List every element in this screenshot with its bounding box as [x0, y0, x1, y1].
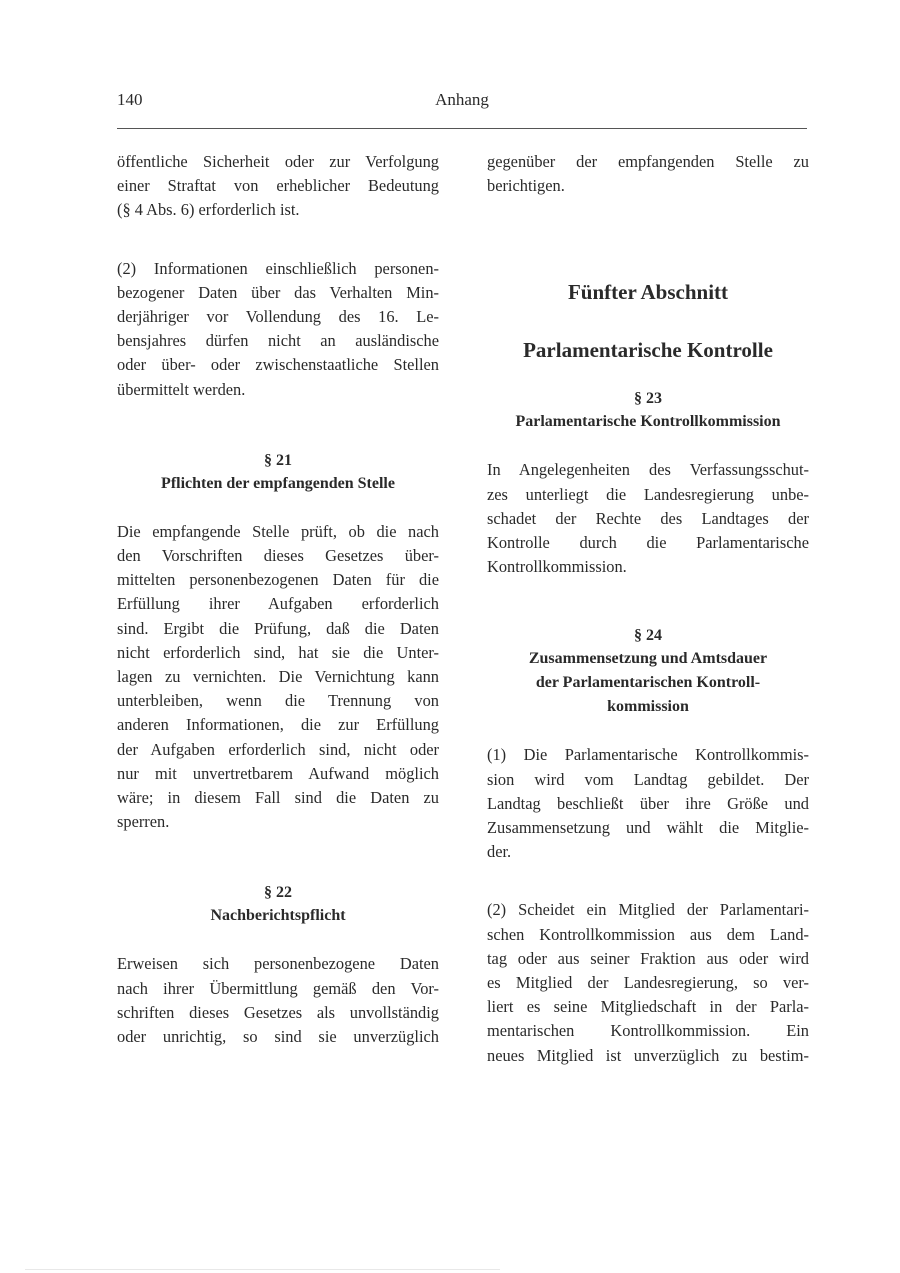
scan-edge-line [25, 1269, 500, 1270]
part-subheading: Parlamentarische Kontrolle [523, 338, 773, 363]
section-number: § 24 [634, 627, 662, 645]
section-title: Parlamentarische Kontrollkommission [515, 413, 781, 431]
section-title: Pflichten der empfangenden Stelle [161, 474, 395, 492]
section-body: In Angelegenheiten des Verfassungsschut- zes unterliegt die Landesregierung unbe- schadet der Rechte des Landtages der Kontrolle durch die Parlamentarische Kontrollkommission. [487, 460, 809, 577]
section-body: Die empfangende Stelle prüft, ob die nach den Vorschriften dieses Gesetzes über- mittelten personenbezogenen Daten für die Erfüllung ihrer Aufgaben erforderlich sind. Ergibt die Prüfung, daß die Daten nicht erforderlich sind, hat sie die Unter- lagen zu vernichten. Die Vernichtung kann unterbleiben, wenn die Trennung von anderen Informationen, die zur Erfüllung der Aufgaben erforderlich sind, nicht oder nur mit unvertretbarem Aufwand möglich wäre; in diesem Fall sind die Daten zu sperren. [117, 521, 439, 832]
page-number: 140 [117, 90, 143, 109]
left-column [117, 150, 439, 1049]
section-title-line: Zusammensetzung und Amtsdauer [528, 650, 768, 668]
running-title: Anhang [435, 90, 489, 109]
right-column [487, 150, 809, 1068]
paragraph-2: (2) Informationen einschließlich personen- bezogener Daten über das Verhalten Min- derjähriger vor Vollendung des 16. Le- bensjahres dürfen nicht an ausländische oder über- oder zwischenstaatliche Stellen übermittelt werden. [117, 258, 439, 399]
section-title: Nachberichtspflicht [210, 907, 346, 925]
section-number: § 23 [634, 390, 662, 408]
section-number: § 22 [264, 884, 292, 902]
continuation-paragraph: gegenüber der empfangenden Stelle zu berichtigen. [487, 152, 809, 196]
continuation-paragraph: öffentliche Sicherheit oder zur Verfolgung einer Straftat von erheblicher Bedeutung (§ 4 Abs. 6) erforderlich ist. [117, 152, 439, 220]
page-header [117, 90, 807, 120]
paragraph-2: (2) Scheidet ein Mitglied der Parlamentari- schen Kontrollkommission aus dem Land- tag oder aus seiner Fraktion aus oder wird es Mitglied der Landesregierung, so ver- liert es seine Mitgliedschaft in der Parla- mentarischen Kontrollkommission. Ein neues Mitglied ist unverzüglich zu bestim- [487, 900, 809, 1065]
section-body: Erweisen sich personenbezogene Daten nach ihrer Übermittlung gemäß den Vor- schriften dieses Gesetzes als unvollständig oder unrichtig, so sind sie unverzüglich [117, 954, 439, 1047]
section-title-line: der Parlamentarischen Kontroll- [535, 674, 761, 692]
section-23 [487, 388, 809, 579]
paragraph-1: (1) Die Parlamentarische Kontrollkommis- sion wird vom Landtag gebildet. Der Landtag beschließt über ihre Größe und Zusammensetzung und wählt die Mitglie- der. [487, 745, 809, 862]
section-title-line: kommission [607, 698, 689, 716]
section-24 [487, 625, 809, 1067]
header-divider [117, 128, 807, 129]
section-22 [117, 882, 439, 1049]
section-21 [117, 450, 439, 835]
part-heading: Fünfter Abschnitt [567, 280, 729, 305]
section-number: § 21 [264, 451, 292, 469]
